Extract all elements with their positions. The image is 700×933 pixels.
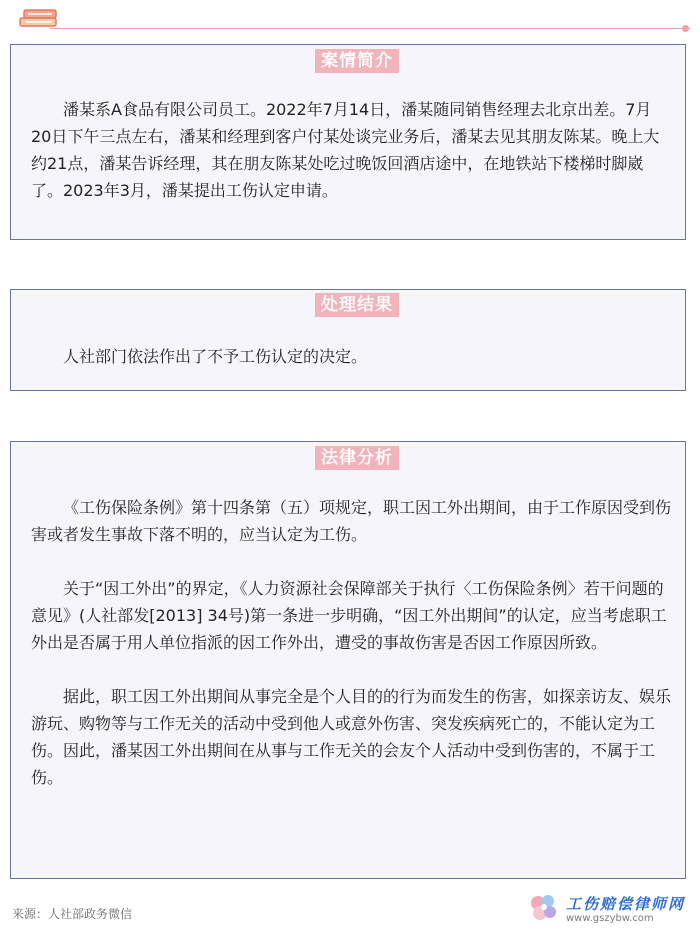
case-summary-section [10, 44, 686, 240]
header-divider-dot [682, 25, 689, 32]
books-icon [16, 2, 62, 30]
paragraph: 《工伤保险条例》第十四条第（五）项规定，职工因工外出期间，由于工作原因受到伤害或者发生事故下落不明的，应当认定为工伤。 [31, 498, 672, 544]
header-divider [50, 28, 690, 29]
flower-logo-icon [526, 891, 562, 927]
logo-url: www.gszybw.com [566, 913, 654, 924]
site-logo[interactable] [526, 891, 696, 927]
paragraph: 据此，职工因工外出期间从事完全是个人目的的行为而发生的伤害，如探亲访友、娱乐游玩、购物等与工作无关的活动中受到他人或意外伤害、突发疾病死亡的，不能认定为工伤。因此，潘某因工外出期间在从事与工作无关的会友个人活动中受到伤害的，不属于工伤。 [31, 687, 672, 787]
logo-title: 工伤赔偿律师网 [566, 895, 686, 913]
section-tag: 案情简介 [315, 49, 399, 73]
paragraph: 关于“因工外出”的界定，《人力资源社会保障部关于执行〈工伤保险条例〉若干问题的意见》(人社部发[2013] 34号)第一条进一步明确，“因工外出期间”的认定，应当考虑职工外出是否属于用人单位指派的因工作外出，遭受的事故伤害是否因工作原因所致。 [31, 579, 667, 652]
source-credit: 来源：人社部政务微信 [12, 907, 133, 921]
legal-analysis-section [10, 441, 686, 879]
paragraph: 潘某系A食品有限公司员工。2022年7月14日，潘某随同销售经理去北京出差。7月20日下午三点左右，潘某和经理到客户付某处谈完业务后，潘某去见其朋友陈某。晚上大约21点，潘某告诉经理，其在朋友陈某处吃过晚饭回酒店途中，在地铁站下楼梯时脚崴了。2023年3月，潘某提出工伤认定申请。 [31, 100, 660, 200]
section-content [31, 343, 671, 370]
section-tag: 处理结果 [315, 293, 399, 317]
result-section [10, 289, 686, 391]
section-content [31, 96, 671, 204]
paragraph: 人社部门依法作出了不予工伤认定的决定。 [63, 347, 368, 366]
section-content [31, 494, 671, 791]
section-tag: 法律分析 [315, 446, 399, 470]
